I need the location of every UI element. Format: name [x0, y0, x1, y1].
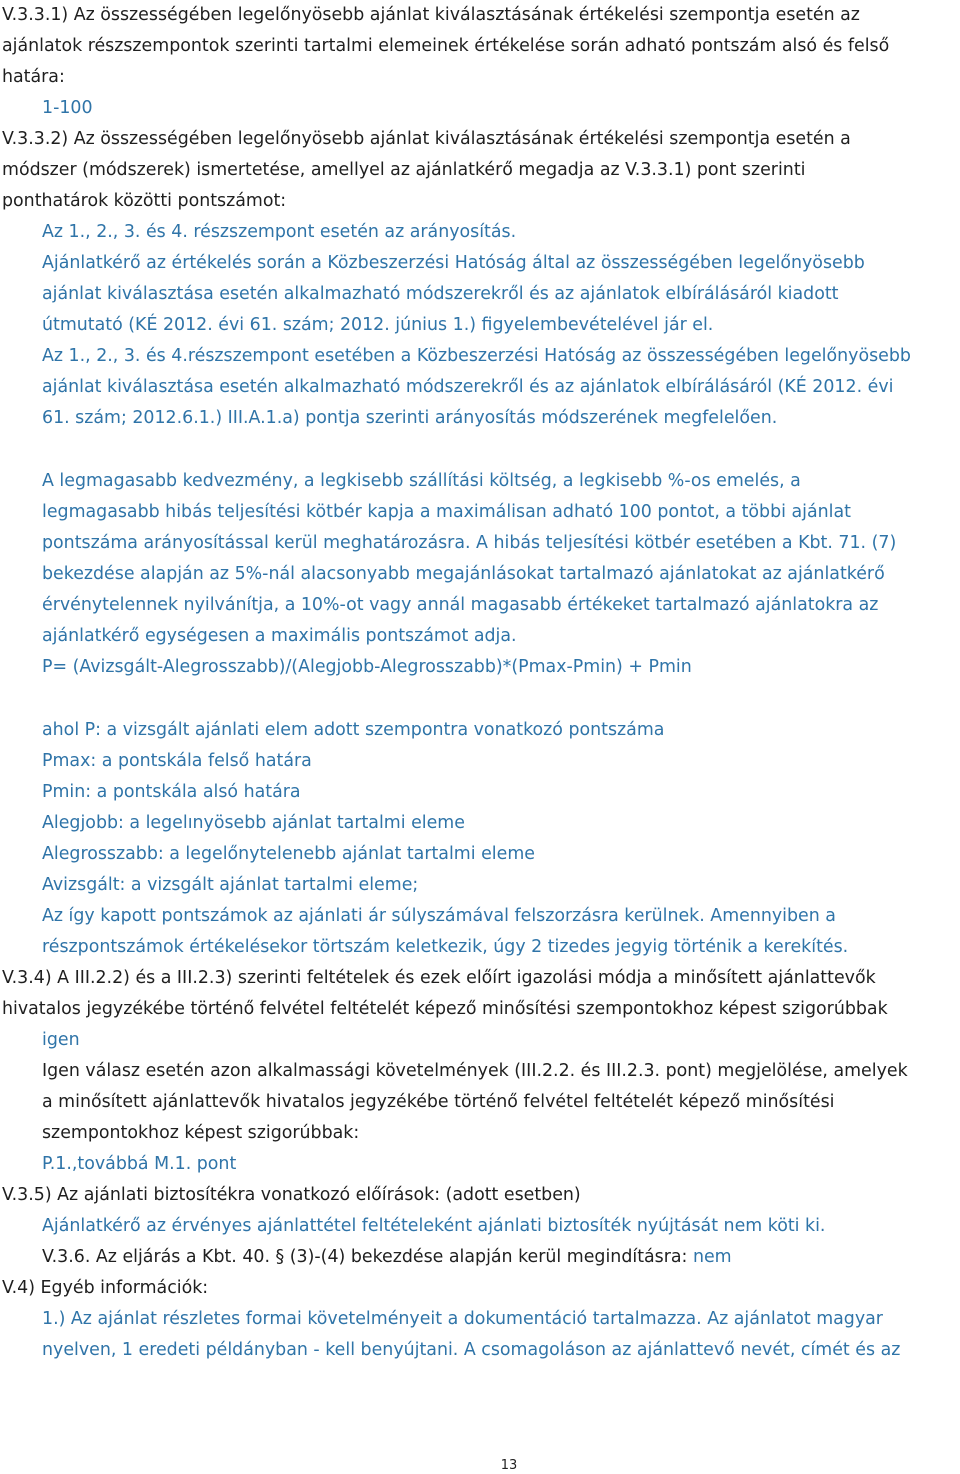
section-v4-line-1: 1.) Az ajánlat részletes formai követelményeit a dokumentáció tartalmazza. Az ajánlatot magyar: [42, 1309, 883, 1329]
section-v4-title: V.4) Egyéb információk:: [2, 1278, 209, 1298]
section-v332-line-3: ponthatárok közötti pontszámot:: [2, 191, 287, 211]
definition-p: ahol P: a vizsgált ajánlati elem adott szempontra vonatkozó pontszáma: [42, 720, 665, 740]
method-intro: Az 1., 2., 3. és 4. részszempont esetén az arányosítás.: [42, 222, 517, 242]
method-para3-line-5: érvénytelennek nyilvánítja, a 10%-ot vagy annál magasabb értékeket tartalmazó ajánlatokra az: [42, 595, 879, 615]
method-para3-line-2: legmagasabb hibás teljesítési kötbér kapja a maximálisan adható 100 pontot, a többi ajánlat: [42, 502, 851, 522]
definition-avizsgalt: Avizsgált: a vizsgált ajánlat tartalmi eleme;: [42, 875, 419, 895]
section-v34-answer: igen: [42, 1030, 80, 1050]
method-para3-line-6: ajánlatkérő egységesen a maximális pontszámot adja.: [42, 626, 517, 646]
method-para3-line-3: pontszáma arányosítással kerül meghatározásra. A hibás teljesítési kötbér esetében a Kbt. 71. (7): [42, 533, 897, 553]
method-para2-line-3: 61. szám; 2012.6.1.) III.A.1.a) pontja szerinti arányosítás módszerének megfelelően.: [42, 408, 778, 428]
section-v34-line-2: hivatalos jegyzékébe történő felvétel feltételét képező minősítési szempontokhoz képest szigorúbbak: [2, 999, 888, 1019]
definition-pmin: Pmin: a pontskála alsó határa: [42, 782, 301, 802]
method-para2-line-2: ajánlat kiválasztása esetén alkalmazható módszerekről és az ajánlatok elbírálásáról (KÉ 2012. évi: [42, 377, 894, 397]
method-para1-line-1: Ajánlatkérő az értékelés során a Közbeszerzési Hatóság által az összességében legelőnyösebb: [42, 253, 865, 273]
method-para3-line-4: bekezdése alapján az 5%-nál alacsonyabb megajánlásokat tartalmazó ajánlatokat az ajánlatkérő: [42, 564, 885, 584]
method-para3-line-1: A legmagasabb kedvezmény, a legkisebb szállítási költség, a legkisebb %-os emelés, a: [42, 471, 801, 491]
section-v34-detail-value: P.1.,továbbá M.1. pont: [42, 1154, 237, 1174]
definition-alegjobb: Alegjobb: a legelınyösebb ajánlat tartalmi eleme: [42, 813, 465, 833]
section-v36: [0, 1242, 960, 1273]
section-v34-detail-line-1: Igen válasz esetén azon alkalmassági követelmények (III.2.2. és III.2.3. pont) megjelölése, amelyek: [42, 1061, 908, 1081]
section-v35-title: V.3.5) Az ajánlati biztosítékra vonatkozó előírások: (adott esetben): [2, 1185, 581, 1205]
method-para1-line-2: ajánlat kiválasztása esetén alkalmazható módszerekről és az ajánlatok elbírálásáról kiadott: [42, 284, 839, 304]
spacer: [0, 683, 960, 715]
section-v331-line-1: V.3.3.1) Az összességében legelőnyösebb ajánlat kiválasztásának értékelési szempontja esetén az: [2, 5, 860, 25]
page-number: 13: [500, 1458, 518, 1473]
definition-pmax: Pmax: a pontskála felső határa: [42, 751, 312, 771]
method-para1-line-3: útmutató (KÉ 2012. évi 61. szám; 2012. június 1.) figyelembevételével jár el.: [42, 315, 714, 335]
closing-line-2: részpontszámok értékelésekor törtszám keletkezik, úgy 2 tizedes jegyig történik a kerekítés.: [42, 937, 849, 957]
definition-alegrosszabb: Alegrosszabb: a legelőnytelenebb ajánlat tartalmi eleme: [42, 844, 535, 864]
formula: P= (Avizsgált-Alegrosszabb)/(Alegjobb-Alegrosszabb)*(Pmax-Pmin) + Pmin: [42, 657, 692, 677]
section-v36-label: V.3.6. Az eljárás a Kbt. 40. § (3)-(4) bekezdése alapján kerül megindításra:: [42, 1247, 688, 1267]
method-para2-line-1: Az 1., 2., 3. és 4.részszempont esetében a Közbeszerzési Hatóság az összességében legelőnyösebb: [42, 346, 911, 366]
closing-line-1: Az így kapott pontszámok az ajánlati ár súlyszámával felszorzásra kerülnek. Amennyiben a: [42, 906, 836, 926]
section-v35-text: Ajánlatkérő az érvényes ajánlattétel feltételeként ajánlati biztosíték nyújtását nem köti ki.: [42, 1216, 826, 1236]
section-v331-line-2: ajánlatok részszempontok szerinti tartalmi elemeinek értékelése során adható pontszám alsó és felső: [2, 36, 890, 56]
section-v332-line-2: módszer (módszerek) ismertetése, amellyel az ajánlatkérő megadja az V.3.3.1) pont szerinti: [2, 160, 806, 180]
section-v4-line-2: nyelven, 1 eredeti példányban - kell benyújtani. A csomagoláson az ajánlattevő nevét, címét és az: [42, 1340, 901, 1360]
section-v34-line-1: V.3.4) A III.2.2) és a III.2.3) szerinti feltételek és ezek előírt igazolási módja a minősített ajánlattevők: [2, 968, 876, 988]
section-v331-value: 1-100: [42, 98, 93, 118]
spacer: [0, 434, 960, 466]
section-v331-line-3: határa:: [2, 67, 65, 87]
section-v332-line-1: V.3.3.2) Az összességében legelőnyösebb ajánlat kiválasztásának értékelési szempontja esetén a: [2, 129, 851, 149]
section-v34-detail-line-3: szempontokhoz képest szigorúbbak:: [42, 1123, 360, 1143]
section-v34-detail-line-2: a minősített ajánlattevők hivatalos jegyzékébe történő felvétel feltételét képező minősítési: [42, 1092, 835, 1112]
section-v36-value: nem: [692, 1247, 732, 1267]
